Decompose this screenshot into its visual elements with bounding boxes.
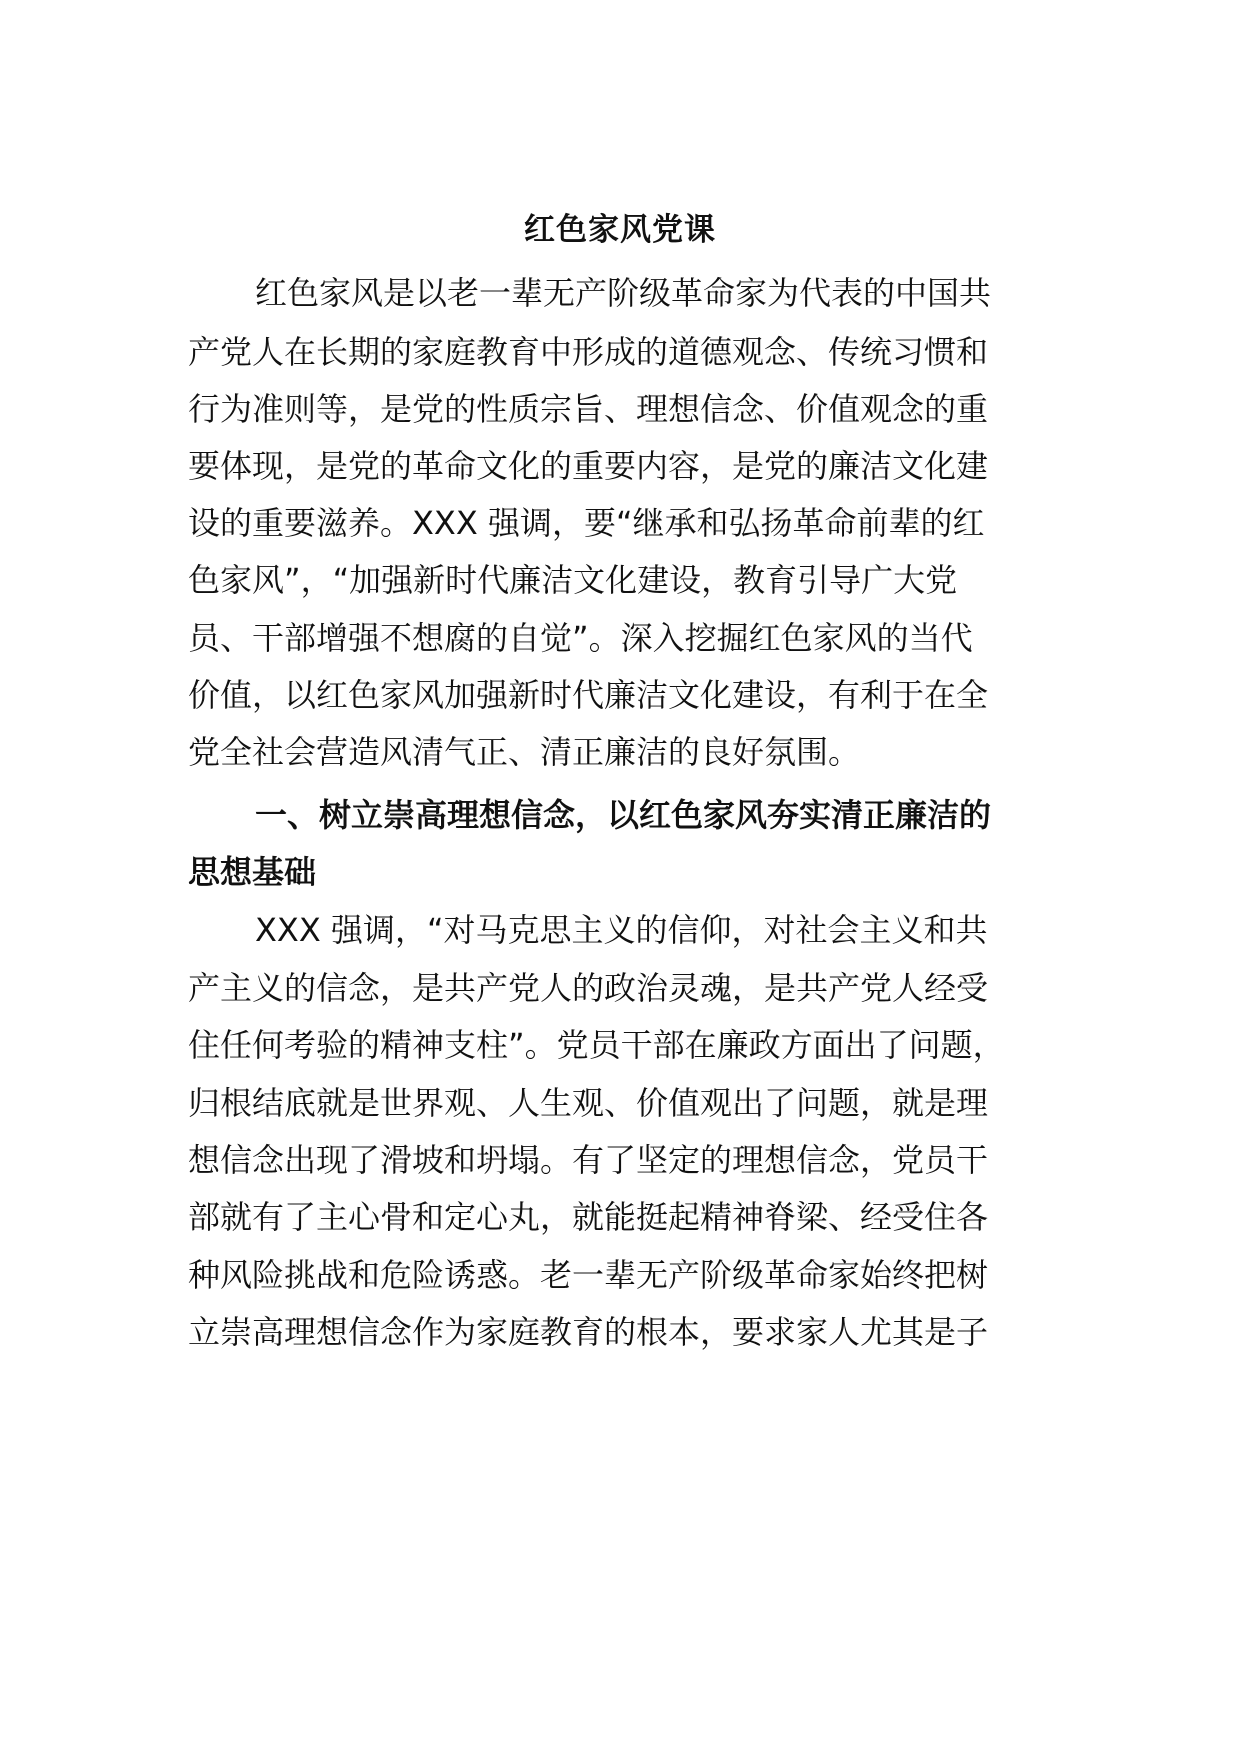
paragraph-2-line-6: 部就有了主心骨和定心丸，就能挺起精神脊梁、经受住各 <box>188 1198 989 1236</box>
paragraph-2-line-3: 住任何考验的精神支柱”。党员干部在廉政方面出了问题， <box>188 1026 1005 1064</box>
paragraph-1-line-6: 色家风”，“加强新时代廉洁文化建设，教育引导广大党 <box>188 561 958 599</box>
paragraph-1-line-4: 要体现，是党的革命文化的重要内容，是党的廉洁文化建 <box>188 447 989 485</box>
paragraph-2-line-4: 归根结底就是世界观、人生观、价值观出了问题，就是理 <box>188 1084 989 1122</box>
paragraph-2-line-2: 产主义的信念，是共产党人的政治灵魂，是共产党人经受 <box>188 969 989 1007</box>
paragraph-1-line-3: 行为准则等，是党的性质宗旨、理想信念、价值观念的重 <box>188 390 989 428</box>
paragraph-1-line-9: 党全社会营造风清气正、清正廉洁的良好氛围。 <box>188 733 861 771</box>
paragraph-1-line-1: 红色家风是以老一辈无产阶级革命家为代表的中国共 <box>255 274 992 312</box>
section-heading-line-1: 一、树立崇高理想信念，以红色家风夯实清正廉洁的 <box>255 796 992 834</box>
paragraph-2-line-7: 种风险挑战和危险诱惑。老一辈无产阶级革命家始终把树 <box>188 1256 989 1294</box>
paragraph-2-line-1: XXX 强调，“对马克思主义的信仰，对社会主义和共 <box>255 911 988 949</box>
paragraph-1-line-7: 员、干部增强不想腐的自觉”。深入挖掘红色家风的当代 <box>188 619 973 657</box>
document-title: 红色家风党课 <box>524 212 716 248</box>
paragraph-2-line-8: 立崇高理想信念作为家庭教育的根本，要求家人尤其是子 <box>188 1313 989 1351</box>
paragraph-1-line-2: 产党人在长期的家庭教育中形成的道德观念、传统习惯和 <box>188 333 989 371</box>
paragraph-1-line-5: 设的重要滋养。XXX 强调，要“继承和弘扬革命前辈的红 <box>188 504 985 542</box>
paragraph-2-line-5: 想信念出现了滑坡和坍塌。有了坚定的理想信念，党员干 <box>188 1141 989 1179</box>
section-heading-line-2: 思想基础 <box>188 853 317 891</box>
paragraph-1-line-8: 价值，以红色家风加强新时代廉洁文化建设，有利于在全 <box>188 676 989 714</box>
